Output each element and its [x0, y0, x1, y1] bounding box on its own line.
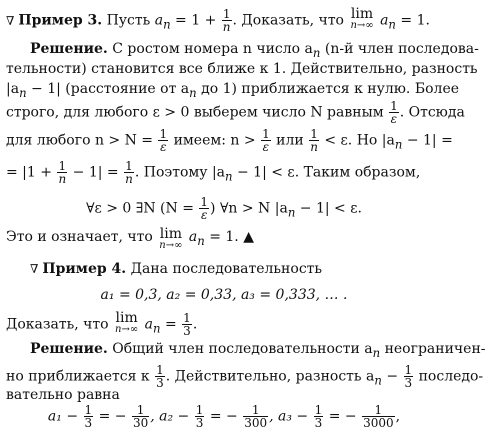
- solution-3-line-4: [6, 100, 465, 125]
- subscript: n: [372, 345, 381, 360]
- lim-expr: a: [380, 12, 389, 29]
- seq-symbol: a: [154, 12, 164, 29]
- text: неограничен-: [384, 341, 486, 357]
- solution-4-line-3: [6, 386, 120, 404]
- lim-eq: = 1.: [400, 12, 430, 29]
- numerator: 1: [183, 311, 191, 325]
- subscript: n: [287, 205, 296, 220]
- denominator: 300: [244, 416, 268, 430]
- numerator: 1: [84, 403, 93, 417]
- statement-text: Дана последовательность: [130, 261, 323, 277]
- lim-expr-sub: n: [197, 233, 205, 248]
- fraction: [195, 404, 205, 429]
- denominator: ε: [262, 140, 270, 154]
- text: или: [276, 132, 304, 149]
- denominator: 3: [156, 376, 164, 390]
- solution-3-line-2: [6, 60, 478, 78]
- denominator: ε: [160, 140, 167, 154]
- example-3-title: Пример 3.: [18, 12, 103, 29]
- numerator: 1: [200, 195, 209, 209]
- text: , a₂ −: [150, 408, 190, 425]
- text: = −: [98, 408, 127, 425]
- text: ) ∀n > N |a: [210, 200, 288, 217]
- text: (n-й член последова-: [324, 41, 479, 57]
- fraction: [309, 128, 319, 153]
- denominator: ε: [201, 208, 208, 222]
- denominator: 3: [314, 416, 323, 430]
- limit: [159, 228, 182, 251]
- solution-3-line-6: [6, 160, 420, 185]
- subscript: n: [312, 45, 321, 60]
- subscript: n: [374, 373, 382, 388]
- numerator: 1: [314, 403, 323, 417]
- text: Это и означает, что: [6, 229, 153, 245]
- numerator: 1: [362, 404, 395, 417]
- denominator: 3000: [363, 416, 394, 430]
- solution-4-line-1: [30, 340, 486, 362]
- lim-word: lim: [350, 6, 374, 22]
- fraction: [389, 100, 399, 125]
- text: строго, для любого ε > 0 выберем число N равным: [6, 104, 384, 121]
- text: .: [192, 316, 198, 333]
- solution-label: Решение.: [30, 341, 108, 357]
- numerator: 1: [262, 127, 270, 141]
- lim-subscript: n→∞: [159, 240, 183, 251]
- fraction: [199, 196, 209, 221]
- numerator: 1: [390, 99, 398, 113]
- text: |a: [6, 81, 20, 97]
- fraction: [158, 128, 168, 153]
- subscript: n: [225, 169, 233, 184]
- statement-text: . Доказать, что: [232, 12, 344, 29]
- seq-subscript: n: [163, 17, 171, 32]
- fraction: [362, 404, 395, 429]
- text: но приближается к: [6, 368, 150, 385]
- text: = −: [209, 408, 238, 425]
- seq-eq: = 1 +: [175, 12, 217, 29]
- text: = 1. ▲: [209, 229, 254, 245]
- fraction: [314, 404, 324, 429]
- triangle-marker-icon: ∇: [30, 262, 39, 276]
- lim-expr-sub: n: [153, 321, 161, 336]
- subscript: n: [19, 85, 27, 100]
- numerator: 1: [132, 404, 149, 417]
- example-4-heading: [30, 260, 322, 278]
- denominator: n: [125, 172, 133, 186]
- triangle-marker-icon: ∇: [6, 13, 15, 28]
- denominator: 3: [183, 324, 191, 338]
- limit: [350, 8, 373, 31]
- lim-word: lim: [115, 310, 138, 326]
- example-4-title: Пример 4.: [42, 261, 127, 277]
- fraction: [261, 128, 271, 153]
- fraction: [404, 364, 414, 389]
- lim-expr: a: [188, 229, 198, 245]
- fraction: [124, 160, 134, 185]
- numerator: 1: [58, 159, 67, 173]
- example-4-sequence: [6, 286, 442, 304]
- numerator: 1: [222, 7, 231, 21]
- numerator: 1: [125, 159, 133, 173]
- text: . Действительно, разность a: [165, 368, 375, 385]
- text: С ростом номера n число a: [112, 41, 313, 57]
- sequence-values: a₁ = 0,3, a₂ = 0,33, a₃ = 0,333, … .: [100, 287, 348, 303]
- numerator: 1: [195, 403, 204, 417]
- numerator: 1: [243, 404, 268, 417]
- text: последо-: [418, 368, 484, 385]
- solution-3-line-1: [30, 40, 479, 62]
- solution-label: Решение.: [30, 41, 108, 57]
- text: − 1| < ε. Таким образом,: [237, 164, 421, 181]
- fraction: [155, 364, 165, 389]
- solution-3-conclusion: [6, 228, 254, 251]
- text: имеем: n >: [173, 132, 256, 149]
- numerator: 1: [156, 363, 164, 377]
- lim-expr-sub: n: [388, 17, 396, 32]
- denominator: 3: [84, 416, 93, 430]
- text: . Поэтому |a: [134, 164, 226, 181]
- denominator: ε: [390, 112, 398, 126]
- fraction: [57, 160, 67, 185]
- text: − 1| (расстояние от a: [31, 81, 190, 97]
- lim-subscript: n→∞: [115, 324, 139, 335]
- solution-4-differences: [6, 404, 442, 429]
- text: , a₃ −: [269, 408, 309, 425]
- text: . Отсюда: [399, 104, 465, 121]
- lim-eq: =: [164, 316, 177, 333]
- text: ,: [395, 408, 401, 425]
- fraction: [243, 404, 268, 429]
- denominator: 30: [132, 416, 149, 430]
- text: тельности) становится все ближе к 1. Действительно, разность: [6, 61, 478, 77]
- numerator: 1: [310, 127, 318, 141]
- text: < ε. Но |a: [324, 132, 395, 149]
- text: − 1| < ε.: [299, 200, 362, 217]
- example-4-prove: [6, 312, 197, 337]
- fraction: [222, 8, 232, 33]
- text: до 1) приближается к нулю. Более: [201, 81, 460, 97]
- denominator: n: [58, 172, 67, 186]
- text: = |1 +: [6, 164, 52, 181]
- numerator: 1: [159, 127, 168, 141]
- denominator: 3: [195, 416, 204, 430]
- fraction: [132, 404, 149, 429]
- numerator: 1: [404, 363, 413, 377]
- fraction: [182, 312, 192, 337]
- text: − 1| =: [406, 132, 453, 149]
- text: для любого n > N =: [6, 132, 154, 149]
- text: вательно равна: [6, 387, 120, 403]
- text: Доказать, что: [6, 316, 109, 333]
- text: Общий член последовательности a: [112, 341, 373, 357]
- denominator: 3: [404, 376, 413, 390]
- limit: [115, 312, 138, 335]
- text: a₁ −: [47, 408, 79, 425]
- subscript: n: [394, 137, 403, 152]
- fraction: [84, 404, 94, 429]
- lim-expr: a: [144, 316, 154, 333]
- denominator: n: [222, 20, 231, 34]
- example-3-heading: [6, 8, 430, 33]
- text: = −: [328, 408, 357, 425]
- text: − 1| =: [72, 164, 119, 181]
- statement-text: Пусть: [106, 12, 151, 29]
- text: −: [386, 368, 399, 385]
- subscript: n: [189, 85, 197, 100]
- text: ∀ε > 0 ∃N (N =: [86, 200, 194, 217]
- denominator: n: [310, 140, 318, 154]
- solution-3-line-5: [6, 128, 453, 153]
- lim-subscript: n→∞: [350, 20, 374, 31]
- solution-3-formula: [6, 196, 442, 221]
- lim-word: lim: [159, 226, 182, 242]
